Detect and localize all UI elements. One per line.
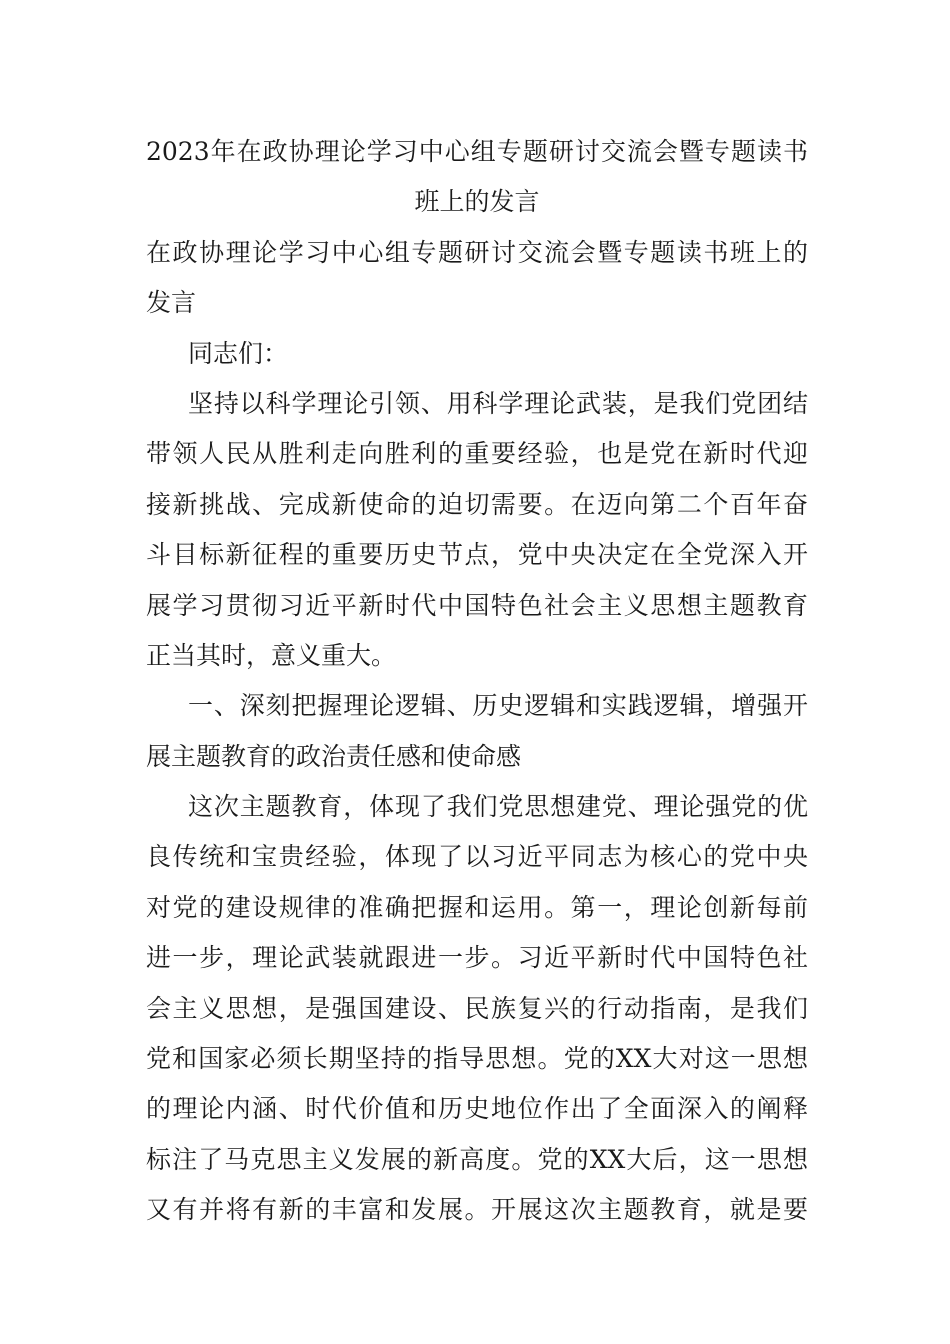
paragraph-2-line-8: 标注了马克思主义发展的新高度。党的XX大后，这一思想 xyxy=(146,1144,808,1174)
paragraph-1-line-3: 接新挑战、完成新使命的迫切需要。在迈向第二个百年奋 xyxy=(146,489,808,519)
subtitle-line-2: 发言 xyxy=(146,288,197,318)
paragraph-2-line-5: 会主义思想，是强国建设、民族复兴的行动指南，是我们 xyxy=(146,993,808,1023)
paragraph-2-line-7: 的理论内涵、时代价值和历史地位作出了全面深入的阐释 xyxy=(146,1094,808,1124)
paragraph-1-line-4: 斗目标新征程的重要历史节点，党中央决定在全党深入开 xyxy=(146,540,808,570)
heading-1-line-1: 一、深刻把握理论逻辑、历史逻辑和实践逻辑，增强开 xyxy=(188,691,808,721)
heading-1-line-2: 展主题教育的政治责任感和使命感 xyxy=(146,741,522,771)
paragraph-1-line-6: 正当其时，意义重大。 xyxy=(146,640,397,670)
document-body xyxy=(146,127,808,1236)
paragraph-2-line-3: 对党的建设规律的准确把握和运用。第一，理论创新每前 xyxy=(146,892,808,922)
paragraph-2-line-4: 进一步，理论武装就跟进一步。习近平新时代中国特色社 xyxy=(146,943,808,973)
paragraph-2-line-2: 良传统和宝贵经验，体现了以习近平同志为核心的党中央 xyxy=(146,842,808,872)
paragraph-2-line-9: 又有并将有新的丰富和发展。开展这次主题教育，就是要 xyxy=(146,1195,808,1225)
paragraph-1-line-5: 展学习贯彻习近平新时代中国特色社会主义思想主题教育 xyxy=(146,590,808,620)
paragraph-1-line-1: 坚持以科学理论引领、用科学理论武装，是我们党团结 xyxy=(188,388,808,418)
document-title-line-1: 2023年在政协理论学习中心组专题研讨交流会暨专题读书 xyxy=(146,137,808,166)
salutation: 同志们： xyxy=(188,338,289,368)
paragraph-1-line-2: 带领人民从胜利走向胜利的重要经验，也是党在新时代迎 xyxy=(146,439,808,469)
document-title-line-2: 班上的发言 xyxy=(414,187,540,217)
paragraph-2-line-6: 党和国家必须长期坚持的指导思想。党的XX大对这一思想 xyxy=(146,1044,808,1074)
paragraph-2-line-1: 这次主题教育，体现了我们党思想建党、理论强党的优 xyxy=(188,792,808,822)
subtitle-line-1: 在政协理论学习中心组专题研讨交流会暨专题读书班上的 xyxy=(146,237,808,267)
